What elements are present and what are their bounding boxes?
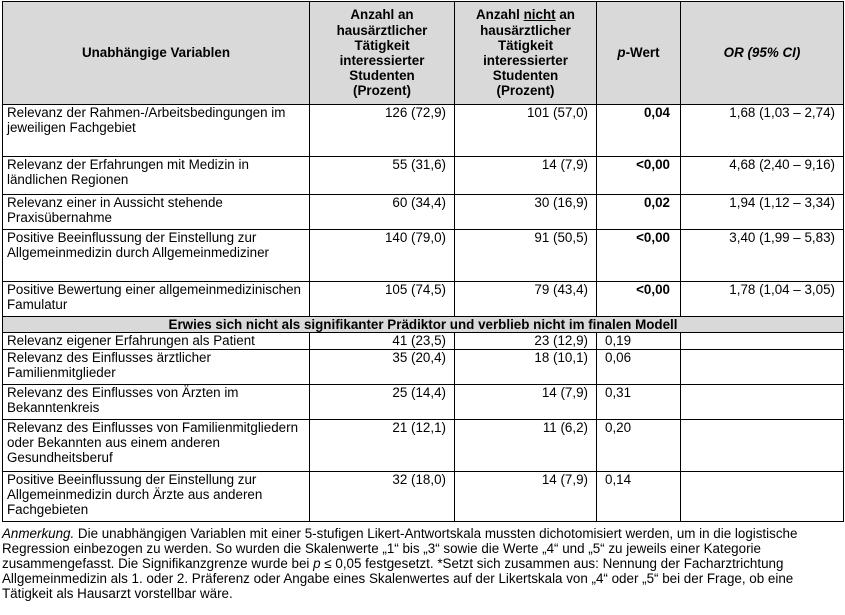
note-p-symbol: p <box>313 556 321 571</box>
row-interested: 105 (74,5) <box>310 282 455 317</box>
header-odds-ratio <box>681 2 844 105</box>
header-p-rest: -Wert <box>625 45 660 61</box>
header-not-underlined: nicht <box>523 7 556 23</box>
row-variable: Relevanz eigener Erfahrungen als Patient <box>3 333 310 350</box>
header-interested-line4: interessierter <box>339 53 425 68</box>
row-odds-ratio <box>681 472 844 522</box>
section-label: Erwies sich nicht als signifikanter Prädiktor und verblieb nicht im finalen Modell <box>3 317 844 333</box>
header-interested-line6: (Prozent) <box>352 83 412 99</box>
regression-table <box>2 1 844 522</box>
header-interested-line1: Anzahl an <box>350 7 414 23</box>
header-or-end: ) <box>795 45 801 61</box>
header-row <box>3 2 844 105</box>
header-interested <box>310 2 455 105</box>
row-p-value: 0,06 <box>597 350 681 385</box>
row-interested: 25 (14,4) <box>310 385 455 420</box>
header-p-value <box>597 2 681 105</box>
row-variable: Relevanz des Einflusses ärztlicher Familienmitglieder <box>3 350 310 385</box>
header-interested-line5: Studenten <box>349 68 415 84</box>
row-odds-ratio: 1,78 (1,04 – 3,05) <box>681 282 844 317</box>
row-variable: Relevanz der Erfahrungen mit Medizin in ländlichen Regionen <box>3 157 310 195</box>
header-or-ci: CI <box>782 45 796 61</box>
table-row <box>3 385 844 420</box>
header-interested-line2: hausärztlicher <box>336 22 428 38</box>
header-or-italic: OR <box>723 45 744 61</box>
row-p-value: <0,00 <box>597 157 681 195</box>
table-row <box>3 420 844 472</box>
row-not-interested: 30 (16,9) <box>455 195 597 230</box>
header-not-interested <box>455 2 597 105</box>
row-p-value: <0,00 <box>597 282 681 317</box>
row-not-interested: 14 (7,9) <box>455 157 597 195</box>
row-interested: 21 (12,1) <box>310 420 455 472</box>
row-variable: Relevanz des Einflusses von Familienmitgliedern oder Bekannten aus einem anderen Gesundheitsberuf <box>3 420 310 472</box>
row-variable: Positive Beeinflussung der Einstellung zur Allgemeinmedizin durch Ärzte aus anderen Fachgebieten <box>3 472 310 522</box>
header-not-line6: (Prozent) <box>496 83 555 99</box>
row-interested: 35 (20,4) <box>310 350 455 385</box>
table-row <box>3 333 844 350</box>
header-interested-line3: Tätigkeit <box>354 37 410 53</box>
header-not-line1c: an <box>555 7 575 23</box>
row-not-interested: 91 (50,5) <box>455 230 597 282</box>
row-variable: Relevanz einer in Aussicht stehende Praxisübernahme <box>3 195 310 230</box>
row-interested: 32 (18,0) <box>310 472 455 522</box>
row-variable: Positive Bewertung einer allgemeinmedizinischen Famulatur <box>3 282 310 317</box>
row-p-value: 0,31 <box>597 385 681 420</box>
row-odds-ratio <box>681 350 844 385</box>
row-p-value: 0,02 <box>597 195 681 230</box>
table-note <box>2 526 843 601</box>
row-not-interested: 18 (10,1) <box>455 350 597 385</box>
row-not-interested: 23 (12,9) <box>455 333 597 350</box>
row-p-value: 0,20 <box>597 420 681 472</box>
header-not-line2: hausärztlicher <box>480 22 571 38</box>
row-p-value: 0,19 <box>597 333 681 350</box>
header-not-line4: interessierter <box>483 53 568 68</box>
row-odds-ratio <box>681 420 844 472</box>
row-interested: 55 (31,6) <box>310 157 455 195</box>
row-not-interested: 101 (57,0) <box>455 105 597 157</box>
row-not-interested: 79 (43,4) <box>455 282 597 317</box>
section-row <box>3 317 844 333</box>
row-p-value: 0,14 <box>597 472 681 522</box>
row-odds-ratio: 1,68 (1,03 – 2,74) <box>681 105 844 157</box>
row-interested: 126 (72,9) <box>310 105 455 157</box>
table-row <box>3 230 844 282</box>
note-text-2: ≤ 0,05 festgesetzt. *Setzt sich zusammen aus: Nennung der Facharztrichtung Allgemeinmedizin als 1. oder 2. Präferenz oder Angabe eines Skalenwertes auf der Likertskala von „4“ oder „5“ bei der Frage, ob eine Tätigkeit als Hausarzt vorstellbar wäre. <box>2 556 794 601</box>
row-not-interested: 14 (7,9) <box>455 472 597 522</box>
table-row <box>3 350 844 385</box>
row-odds-ratio: 3,40 (1,99 – 5,83) <box>681 230 844 282</box>
table-row <box>3 472 844 522</box>
table-row <box>3 157 844 195</box>
header-or-mid: (95% <box>743 45 783 61</box>
note-label: Anmerkung. <box>2 526 75 541</box>
row-not-interested: 14 (7,9) <box>455 385 597 420</box>
row-variable: Positive Beeinflussung der Einstellung zur Allgemeinmedizin durch Allgemeinmediziner <box>3 230 310 282</box>
row-p-value: <0,00 <box>597 230 681 282</box>
row-odds-ratio <box>681 385 844 420</box>
row-interested: 140 (79,0) <box>310 230 455 282</box>
row-p-value: 0,04 <box>597 105 681 157</box>
row-not-interested: 11 (6,2) <box>455 420 597 472</box>
row-variable: Relevanz der Rahmen-/Arbeitsbedingungen im jeweiligen Fachgebiet <box>3 105 310 157</box>
header-not-line1a: Anzahl <box>476 7 524 23</box>
row-odds-ratio <box>681 333 844 350</box>
row-odds-ratio: 1,94 (1,12 – 3,34) <box>681 195 844 230</box>
row-variable: Relevanz des Einflusses von Ärzten im Bekanntenkreis <box>3 385 310 420</box>
header-not-line5: Studenten <box>492 68 559 84</box>
note-text-1: Die unabhängigen Variablen mit einer 5-stufigen Likert-Antwortskala mussten dichotomisiert werden, um in die logistische Regression einbezogen zu werden. So wurden die Skalenwerte „1“ bis „3“ sowie die Werte „4“ und „5“ zu jeweils einer Kategorie zusammengefasst. Die Signifikanzgrenze wurde bei <box>2 526 798 571</box>
row-interested: 41 (23,5) <box>310 333 455 350</box>
header-p-italic: p <box>617 45 626 61</box>
row-interested: 60 (34,4) <box>310 195 455 230</box>
table-row <box>3 282 844 317</box>
header-variables: Unabhängige Variablen <box>3 2 310 105</box>
table-row <box>3 195 844 230</box>
header-not-line3: Tätigkeit <box>497 37 554 53</box>
row-odds-ratio: 4,68 (2,40 – 9,16) <box>681 157 844 195</box>
table-row <box>3 105 844 157</box>
